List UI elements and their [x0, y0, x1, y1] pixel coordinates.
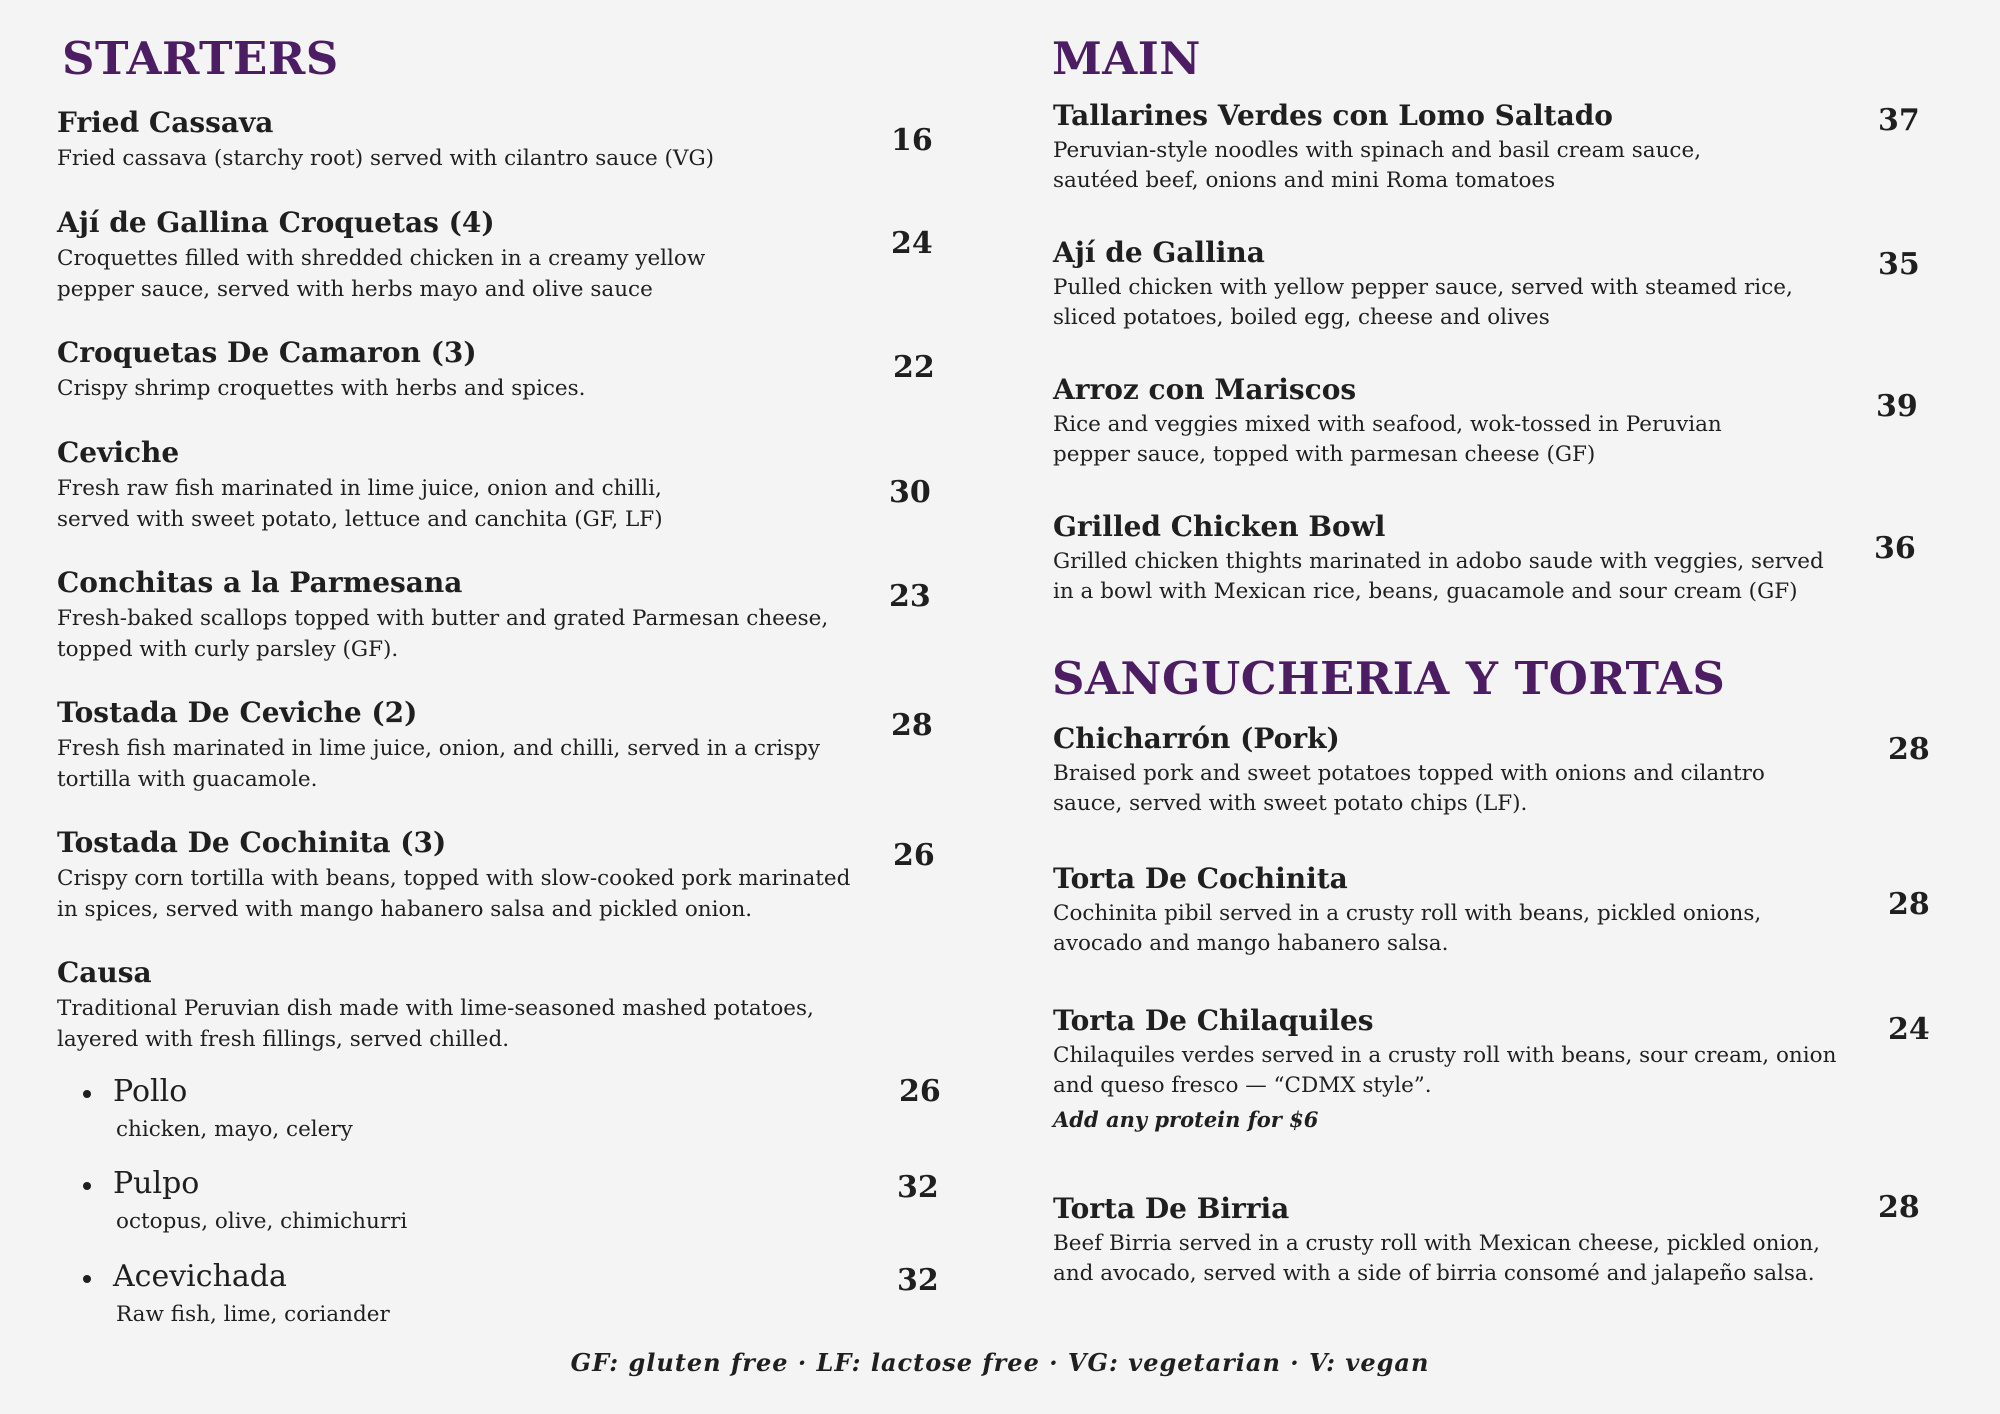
item-description: Beef Birria served in a crusty roll with Mexican cheese, pickled onion, and avocado, served with a side of birria consomé and jalapeño salsa. [1053, 1231, 1820, 1287]
item-description: Fresh fish marinated in lime juice, onion, and chilli, served in a crispy tortilla with guacamole. [57, 736, 821, 793]
menu-item-tallarines [1053, 100, 1813, 196]
item-name: Arroz con Mariscos [1053, 373, 1357, 406]
menu-item-arroz-mariscos [1053, 374, 1813, 470]
item-name: Tostada De Ceviche (2) [57, 696, 418, 729]
item-price: 26 [893, 838, 935, 873]
item-name: Ají de Gallina [1053, 236, 1265, 269]
item-description: Rice and veggies mixed with seafood, wok-tossed in Peruvian pepper sauce, topped with parmesan cheese (GF) [1053, 412, 1722, 468]
causa-option-name: Pollo [113, 1075, 353, 1110]
item-price: 30 [889, 475, 931, 510]
menu-item-aji-de-gallina [1053, 237, 1813, 333]
menu-item-grilled-chicken-bowl [1053, 511, 1853, 607]
item-name: Ceviche [57, 436, 180, 469]
item-price: 28 [1878, 1190, 1920, 1225]
item-description: Chilaquiles verdes served in a crusty roll with beans, sour cream, onion and queso fresco — “CDMX style”. [1053, 1043, 1837, 1099]
item-price: 26 [899, 1074, 941, 1109]
menu-item-torta-chilaquiles [1053, 1005, 1873, 1135]
item-price: 32 [897, 1170, 939, 1205]
menu-item-tostada-ceviche [57, 697, 877, 795]
menu-item-torta-cochinita [1053, 863, 1853, 959]
item-price: 39 [1876, 389, 1918, 424]
item-description: Crispy shrimp croquettes with herbs and spices. [57, 376, 586, 402]
item-price: 22 [893, 350, 935, 385]
item-name: Fried Cassava [57, 106, 274, 139]
menu-item-torta-birria [1053, 1193, 1853, 1289]
item-description: Fried cassava (starchy root) served with cilantro sauce (VG) [57, 146, 715, 172]
menu-item-fried-cassava [57, 107, 737, 174]
causa-option-pollo [113, 1075, 353, 1144]
item-description: Crispy corn tortilla with beans, topped with slow-cooked pork marinated in spices, served with mango habanero salsa and pickled onion. [57, 866, 851, 923]
menu-item-conchitas [57, 567, 877, 665]
item-description: Grilled chicken thights marinated in adobo saude with veggies, served in a bowl with Mexican rice, beans, guacamole and sour cream (GF) [1053, 549, 1824, 605]
item-price: 16 [891, 123, 933, 158]
item-price: 32 [897, 1263, 939, 1298]
item-price: 37 [1878, 103, 1920, 138]
item-name: Grilled Chicken Bowl [1053, 510, 1386, 543]
item-price: 23 [889, 579, 931, 614]
item-price: 36 [1874, 531, 1916, 566]
item-description: Braised pork and sweet potatoes topped with onions and cilantro sauce, served with sweet potato chips (LF). [1053, 761, 1765, 817]
item-price: 28 [1888, 732, 1930, 767]
item-name: Chicharrón (Pork) [1053, 722, 1340, 755]
menu-item-chicharron [1053, 723, 1853, 819]
item-name: Tallarines Verdes con Lomo Saltado [1053, 99, 1613, 132]
item-description: Croquettes filled with shredded chicken in a creamy yellow pepper sauce, served with herbs mayo and olive sauce [57, 246, 706, 303]
menu-item-croquetas-camaron [57, 337, 737, 404]
menu-item-tostada-cochinita [57, 827, 877, 925]
item-price: 28 [1888, 887, 1930, 922]
item-description: Fresh raw fish marinated in lime juice, onion and chilli, served with sweet potato, lettuce and canchita (GF, LF) [57, 476, 663, 533]
causa-option-pulpo [113, 1167, 407, 1236]
causa-option-description: Raw fish, lime, coriander [116, 1301, 390, 1327]
main-title: MAIN [1052, 32, 1201, 85]
sangucheria-title: SANGUCHERIA Y TORTAS [1052, 652, 1726, 705]
item-description: Peruvian-style noodles with spinach and basil cream sauce, sautéed beef, onions and mini Roma tomatoes [1053, 138, 1702, 194]
item-description: Cochinita pibil served in a crusty roll with beans, pickled onions, avocado and mango habanero salsa. [1053, 901, 1762, 957]
item-name: Torta De Birria [1053, 1192, 1290, 1225]
item-description: Fresh-baked scallops topped with butter and grated Parmesan cheese, topped with curly parsley (GF). [57, 606, 829, 663]
starters-title: STARTERS [62, 32, 339, 85]
item-description: Traditional Peruvian dish made with lime-seasoned mashed potatoes, layered with fresh fillings, served chilled. [57, 996, 814, 1053]
causa-option-name: Acevichada [113, 1260, 390, 1295]
causa-option-description: chicken, mayo, celery [116, 1116, 353, 1142]
item-name: Croquetas De Camaron (3) [57, 336, 477, 369]
item-name: Torta De Cochinita [1053, 862, 1348, 895]
protein-addon-note: Add any protein for $6 [1053, 1107, 1319, 1133]
item-price: 35 [1878, 247, 1920, 282]
dietary-legend: GF: gluten free · LF: lactose free · VG: vegetarian · V: vegan [570, 1348, 1430, 1377]
menu-item-ceviche [57, 437, 737, 535]
item-name: Conchitas a la Parmesana [57, 566, 463, 599]
causa-option-description: octopus, olive, chimichurri [116, 1208, 408, 1234]
item-description: Pulled chicken with yellow pepper sauce, served with steamed rice, sliced potatoes, boiled egg, cheese and olives [1053, 275, 1793, 331]
menu-item-causa [57, 957, 877, 1055]
item-price: 28 [891, 708, 933, 743]
item-name: Causa [57, 956, 152, 989]
item-name: Torta De Chilaquiles [1053, 1004, 1374, 1037]
item-name: Ají de Gallina Croquetas (4) [57, 206, 495, 239]
item-price: 24 [891, 226, 933, 261]
menu-item-aji-croquetas [57, 207, 717, 305]
causa-option-acevichada [113, 1260, 390, 1329]
causa-option-name: Pulpo [113, 1167, 407, 1202]
item-name: Tostada De Cochinita (3) [57, 826, 447, 859]
item-price: 24 [1888, 1012, 1930, 1047]
